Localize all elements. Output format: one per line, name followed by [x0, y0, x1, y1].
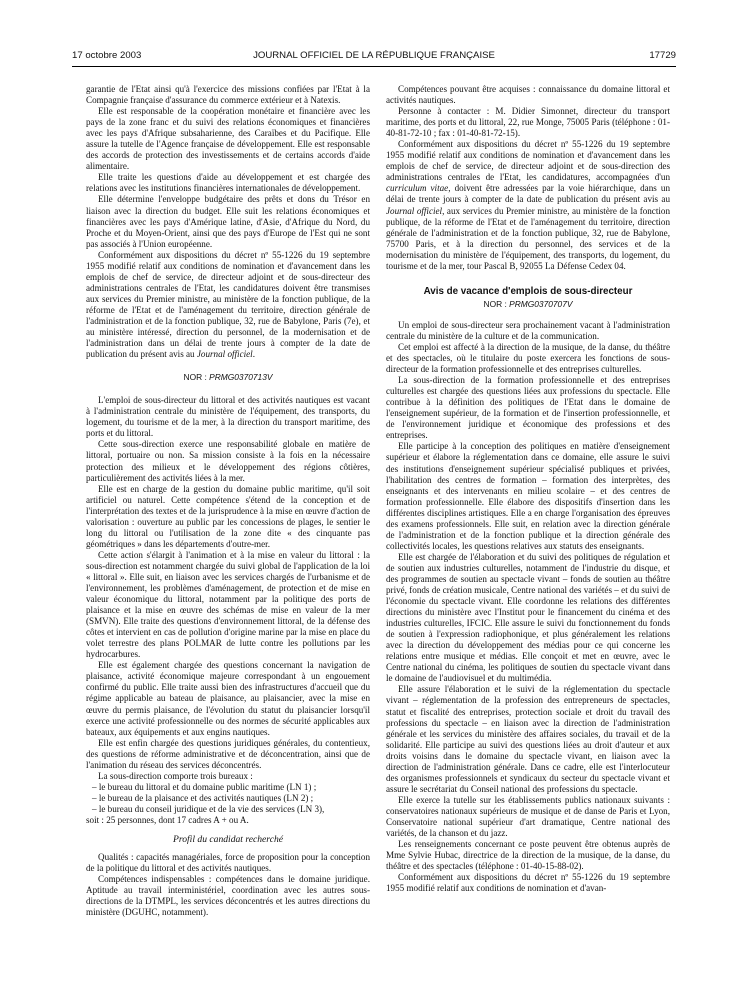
curriculum-vitae-italic: curriculum vitae	[386, 183, 449, 194]
paragraph: Compétences pouvant être acquises : connaissance du domaine littoral et activités nautiques.	[386, 84, 670, 106]
bureaux-list	[86, 782, 370, 815]
paragraph: Cette sous-direction exerce une responsabilité globale en matière de littoral, portuaire ou non. Sa mission consiste à la fois en la nécessaire protection des milieux et le développement des régions côtières, particulièrement des activités liées à la mer.	[86, 439, 370, 483]
list-item: – le bureau du littoral et du domaine public maritime (LN 1) ;	[92, 781, 317, 792]
paragraph	[86, 250, 370, 360]
paragraph: Un emploi de sous-directeur sera prochainement vacant à l'administration centrale du ministère de la culture et de la communication.	[386, 319, 670, 341]
paragraph: Qualités : capacités managériales, force de proposition pour la conception de la politique du littoral et des activités nautiques.	[86, 852, 370, 874]
paragraph: Conformément aux dispositions du décret nº 55-1226 du 19 septembre 1955 modifié relatif aux conditions de nomination et d'avan-	[386, 872, 670, 894]
paragraph: La sous-direction comporte trois bureaux :	[98, 770, 253, 781]
header-page-number: 17729	[649, 50, 676, 61]
paragraph: Compétences indispensables : compétences dans le domaine juridique. Aptitude au travail interministériel, coordination avec les autres sous-directions de la DTMPL, les services déconcentrés et les autres directions du ministère (DGUHC, notamment).	[86, 874, 370, 918]
paragraph: Elle assure l'élaboration et le suivi de la réglementation du spectacle vivant – réglementation de la profession des entrepreneurs de spectacles, statut et fiscalité des entreprises, protection sociale et droit du travail des professions du spectacle – en liaison avec la direction de l'administration générale et les services du ministère des affaires sociales, du travail et de la solidarité. Elle participe au suivi des questions liées au droit d'auteur et aux droits voisins dans le domaine du spectacle vivant, en liaison avec la direction de l'administration générale. Dans ce cadre, elle est l'interlocuteur des organismes professionnels et syndicaux du secteur du spectacle vivant et assure le secrétariat du Conseil national des professions du spectacle.	[386, 684, 670, 794]
nor-reference	[86, 372, 370, 383]
paragraph: Cette action s'élargit à l'animation et à la mise en valeur du littoral : la sous-direction est notamment chargée du suivi global de l'application de la loi « littoral ». Elle suit, en liaison avec les services chargés de l'urbanisme et de l'environnement, les problèmes d'aménagement, de protection et de mise en valeur économique du littoral, notamment par la politique des ports de plaisance et la mise en œuvre des schémas de mise en valeur de la mer (SMVN). Elle traite des questions d'environnement littoral, de la défense des côtes et intervient en cas de pollution d'origine marine par la mise en place du volet terrestre des plans POLMAR de lutte contre les pollutions par les hydrocarbures.	[86, 549, 370, 660]
nor-code: PRMG0370713V	[209, 372, 273, 383]
paragraph: Personne à contacter : M. Didier Simonnet, directeur du transport maritime, des ports et du littoral, 22, rue Monge, 75005 Paris (téléphone : 01-40-81-72-10 ; fax : 01-40-81-72-15).	[386, 106, 670, 139]
nor-label: NOR :	[183, 372, 210, 383]
list-item: – le bureau du conseil juridique et de la vie des services (LN 3),	[92, 803, 325, 814]
list-item: – le bureau de la plaisance et des activités nautiques (LN 2) ;	[92, 792, 314, 803]
paragraph: Elle exerce la tutelle sur les établissements publics nationaux suivants : conservatoires nationaux supérieurs de musique et de danse de Paris et Lyon, Conservatoire national supérieur d'art dramatique, Centre national des variétés, de la chanson et du jazz.	[386, 794, 670, 839]
paragraph: Les renseignements concernant ce poste peuvent être obtenus auprès de Mme Sylvie Hubac, directrice de la direction de la musique, de la danse, du théâtre et des spectacles (téléphone : 01-40-15-88-02).	[386, 839, 670, 872]
paragraph: Elle est responsable de la coopération monétaire et financière avec les pays de la zone franc et du suivi des relations économiques et financières avec les pays d'Afrique subsaharienne, des Caraïbes et du Pacifique. Elle assure la tutelle de l'Agence française de développement. Elle est responsable des accords de protection des investissements et de certains accords d'aide alimentaire.	[86, 106, 370, 172]
paragraph: Elle participe à la conception des politiques en matière d'enseignement supérieur et élabore la réglementation dans ce domaine, elle assure le suivi des institutions d'enseignement supérieur spécialisé publiques et privées, l'habilitation des centres de formation – formation des interprètes, des enseignants et des intervenants en milieu scolaire – et des centres de formation professionnelle. Elle élabore des dispositifs d'insertion dans les différentes disciplines artistiques. Elle a en charge l'organisation des épreuves des examens professionnels. Elle suit, en relation avec la direction générale de l'administration et de la fonction publique et la direction générale des collectivités locales, les questions relatives aux statuts des enseignants.	[386, 441, 670, 551]
paragraph: Elle est en charge de la gestion du domaine public maritime, qu'il soit artificiel ou naturel. Cette compétence s'étend de la conception et de l'interprétation des textes et de la jurisprudence à la mise en œuvre d'action de valorisation : ouverture au public par les concessions de plages, le sentier le long du littoral ou l'utilisation de la zone dite « des cinquante pas géométriques » dans les départements d'outre-mer.	[86, 483, 370, 549]
paragraph: Elle traite les questions d'aide au développement et est chargée des relations avec les institutions financières internationales de développement.	[86, 172, 370, 194]
right-column	[386, 84, 670, 989]
paragraph: soit : 25 personnes, dont 17 cadres A + ou A.	[86, 815, 249, 825]
header-journal-title: JOURNAL OFFICIEL DE LA RÉPUBLIQUE FRANÇAISE	[253, 50, 495, 61]
paragraph-end: .	[252, 349, 255, 360]
journal-officiel-italic: Journal officiel	[386, 205, 443, 216]
paragraph: L'emploi de sous-directeur du littoral et des activités nautiques est vacant à l'administration centrale du ministère de l'équipement, des transports, du logement, du tourisme et de la mer, à la direction du transport maritime, des ports et du littoral.	[86, 395, 370, 439]
paragraph: Elle détermine l'enveloppe budgétaire des prêts et dons du Trésor en liaison avec la direction du budget. Elle suit les relations économiques et financières avec les pays d'Amérique latine, d'Asie, d'Afrique du Nord, du Proche et du Moyen-Orient, ainsi que des pays d'Europe de l'Est qui ne sont pas associés à l'Union européenne.	[86, 194, 370, 249]
avis-heading: Avis de vacance d'emplois de sous-directeur	[423, 285, 633, 297]
header-rule	[72, 66, 676, 67]
paragraph-text: , doivent être adressées par la voie hiérarchique, dans un délai de trente jours à compter de la date de publication du présent avis au	[386, 183, 670, 205]
paragraph: Elle est chargée de l'élaboration et du suivi des politiques de régulation et de soutien aux industries culturelles, notamment de l'industrie du disque, et des programmes de soutien au spectacle vivant – fonds de soutien au théâtre privé, fonds de création musicale, Centre national des variétés – et du suivi de l'économie du spectacle vivant. Elle coordonne les relations des différentes directions du ministère avec l'Institut pour le financement du cinéma et des industries culturelles, IFCIC. Elle assure le suivi du fonctionnement du fonds de soutien à l'expression radiophonique, et plus généralement les relations avec la direction du développement des médias pour ce qui concerne les relations entre musique et médias. Elle conçoit et met en œuvre, avec le Centre national du cinéma, les politiques de soutien du spectacle vivant dans le domaine de l'audiovisuel et du multimédia.	[386, 551, 670, 684]
paragraph-text: Conformément aux dispositions du décret nº 55-1226 du 19 septembre 1955 modifié relatif aux conditions de nomination et d'avancement dans les emplois de chef de service, de directeur adjoint et de sous-directeur des administrations centrales de l'Etat, les candidatures doivent être transmises aux services du Premier ministre, au ministère de la fonction publique, de la réforme de l'Etat et de l'aménagement du territoire, direction générale de l'administration et de la fonction publique, 32, rue de Babylone, Paris (7e), et au ministère intéressé, direction du personnel, de la modernisation et de l'administration dans un délai de trente jours à compter de la date de publication du présent avis au	[86, 249, 370, 360]
paragraph: Cet emploi est affecté à la direction de la musique, de la danse, du théâtre et des spectacles, où le titulaire du poste exercera les fonctions de sous-directeur de la formation professionnelle et des entreprises culturelles.	[386, 341, 670, 375]
left-column	[86, 84, 370, 989]
header-date: 17 octobre 2003	[72, 50, 142, 61]
page-header	[72, 50, 676, 64]
paragraph: Elle est également chargée des questions concernant la navigation de plaisance, activité économique majeure correspondant à un engouement confirmé du public. Elle traite aussi bien des infrastructures d'accueil que du régime applicable au bateau de plaisance, au plaisancier, avec la mise en œuvre du permis plaisance, de l'évolution du statut du plaisancier lorsqu'il exerce une activité professionnelle ou des normes de sécurité applicables aux bateaux, aux équipements et aux engins nautiques.	[86, 660, 370, 737]
journal-officiel-italic: Journal officiel	[196, 349, 253, 360]
paragraph: Elle est enfin chargée des questions juridiques générales, du contentieux, des questions de réforme administrative et de déconcentration, ainsi que de l'animation du réseau des services déconcentrés.	[86, 737, 370, 770]
paragraph-text: , aux services du Premier ministre, au ministère de la fonction publique, de la réforme de l'Etat et de l'aménagement du territoire, direction générale de l'administration et de la fonction publique, 32, rue de Babylone, 75700 Paris, et à la direction du personnel, des services et de la modernisation du ministère de l'équipement, des transports, du logement, du tourisme et de la mer, tour Pascal B, 92055 La Défense Cedex 04.	[386, 205, 670, 271]
nor-label: NOR :	[483, 298, 510, 309]
nor-code: PRMG0370707V	[509, 298, 573, 309]
nor-reference	[386, 299, 670, 310]
paragraph-text: Conformément aux dispositions du décret nº 55-1226 du 19 septembre 1955 modifié relatif aux conditions de nomination et d'avancement dans les emplois de chef de service, de directeur adjoint et de sous-direction des administrations centrales de l'Etat, les candidatures, accompagnées d'un	[386, 139, 670, 183]
profil-heading: Profil du candidat recherché	[172, 834, 284, 846]
paragraph: La sous-direction de la formation professionnelle et des entreprises culturelles est chargée des questions liées aux professions du spectacle. Elle contribue à la définition des politiques de l'Etat dans le domaine de l'enseignement supérieur, de la formation et de l'insertion professionnelle, et de l'environnement juridique et économique des professions et des entreprises.	[386, 375, 670, 441]
paragraph: garantie de l'Etat ainsi qu'à l'exercice des missions confiées par l'Etat à la Compagnie française d'assurance du commerce extérieur et à Natexis.	[86, 84, 370, 106]
paragraph	[386, 139, 670, 272]
